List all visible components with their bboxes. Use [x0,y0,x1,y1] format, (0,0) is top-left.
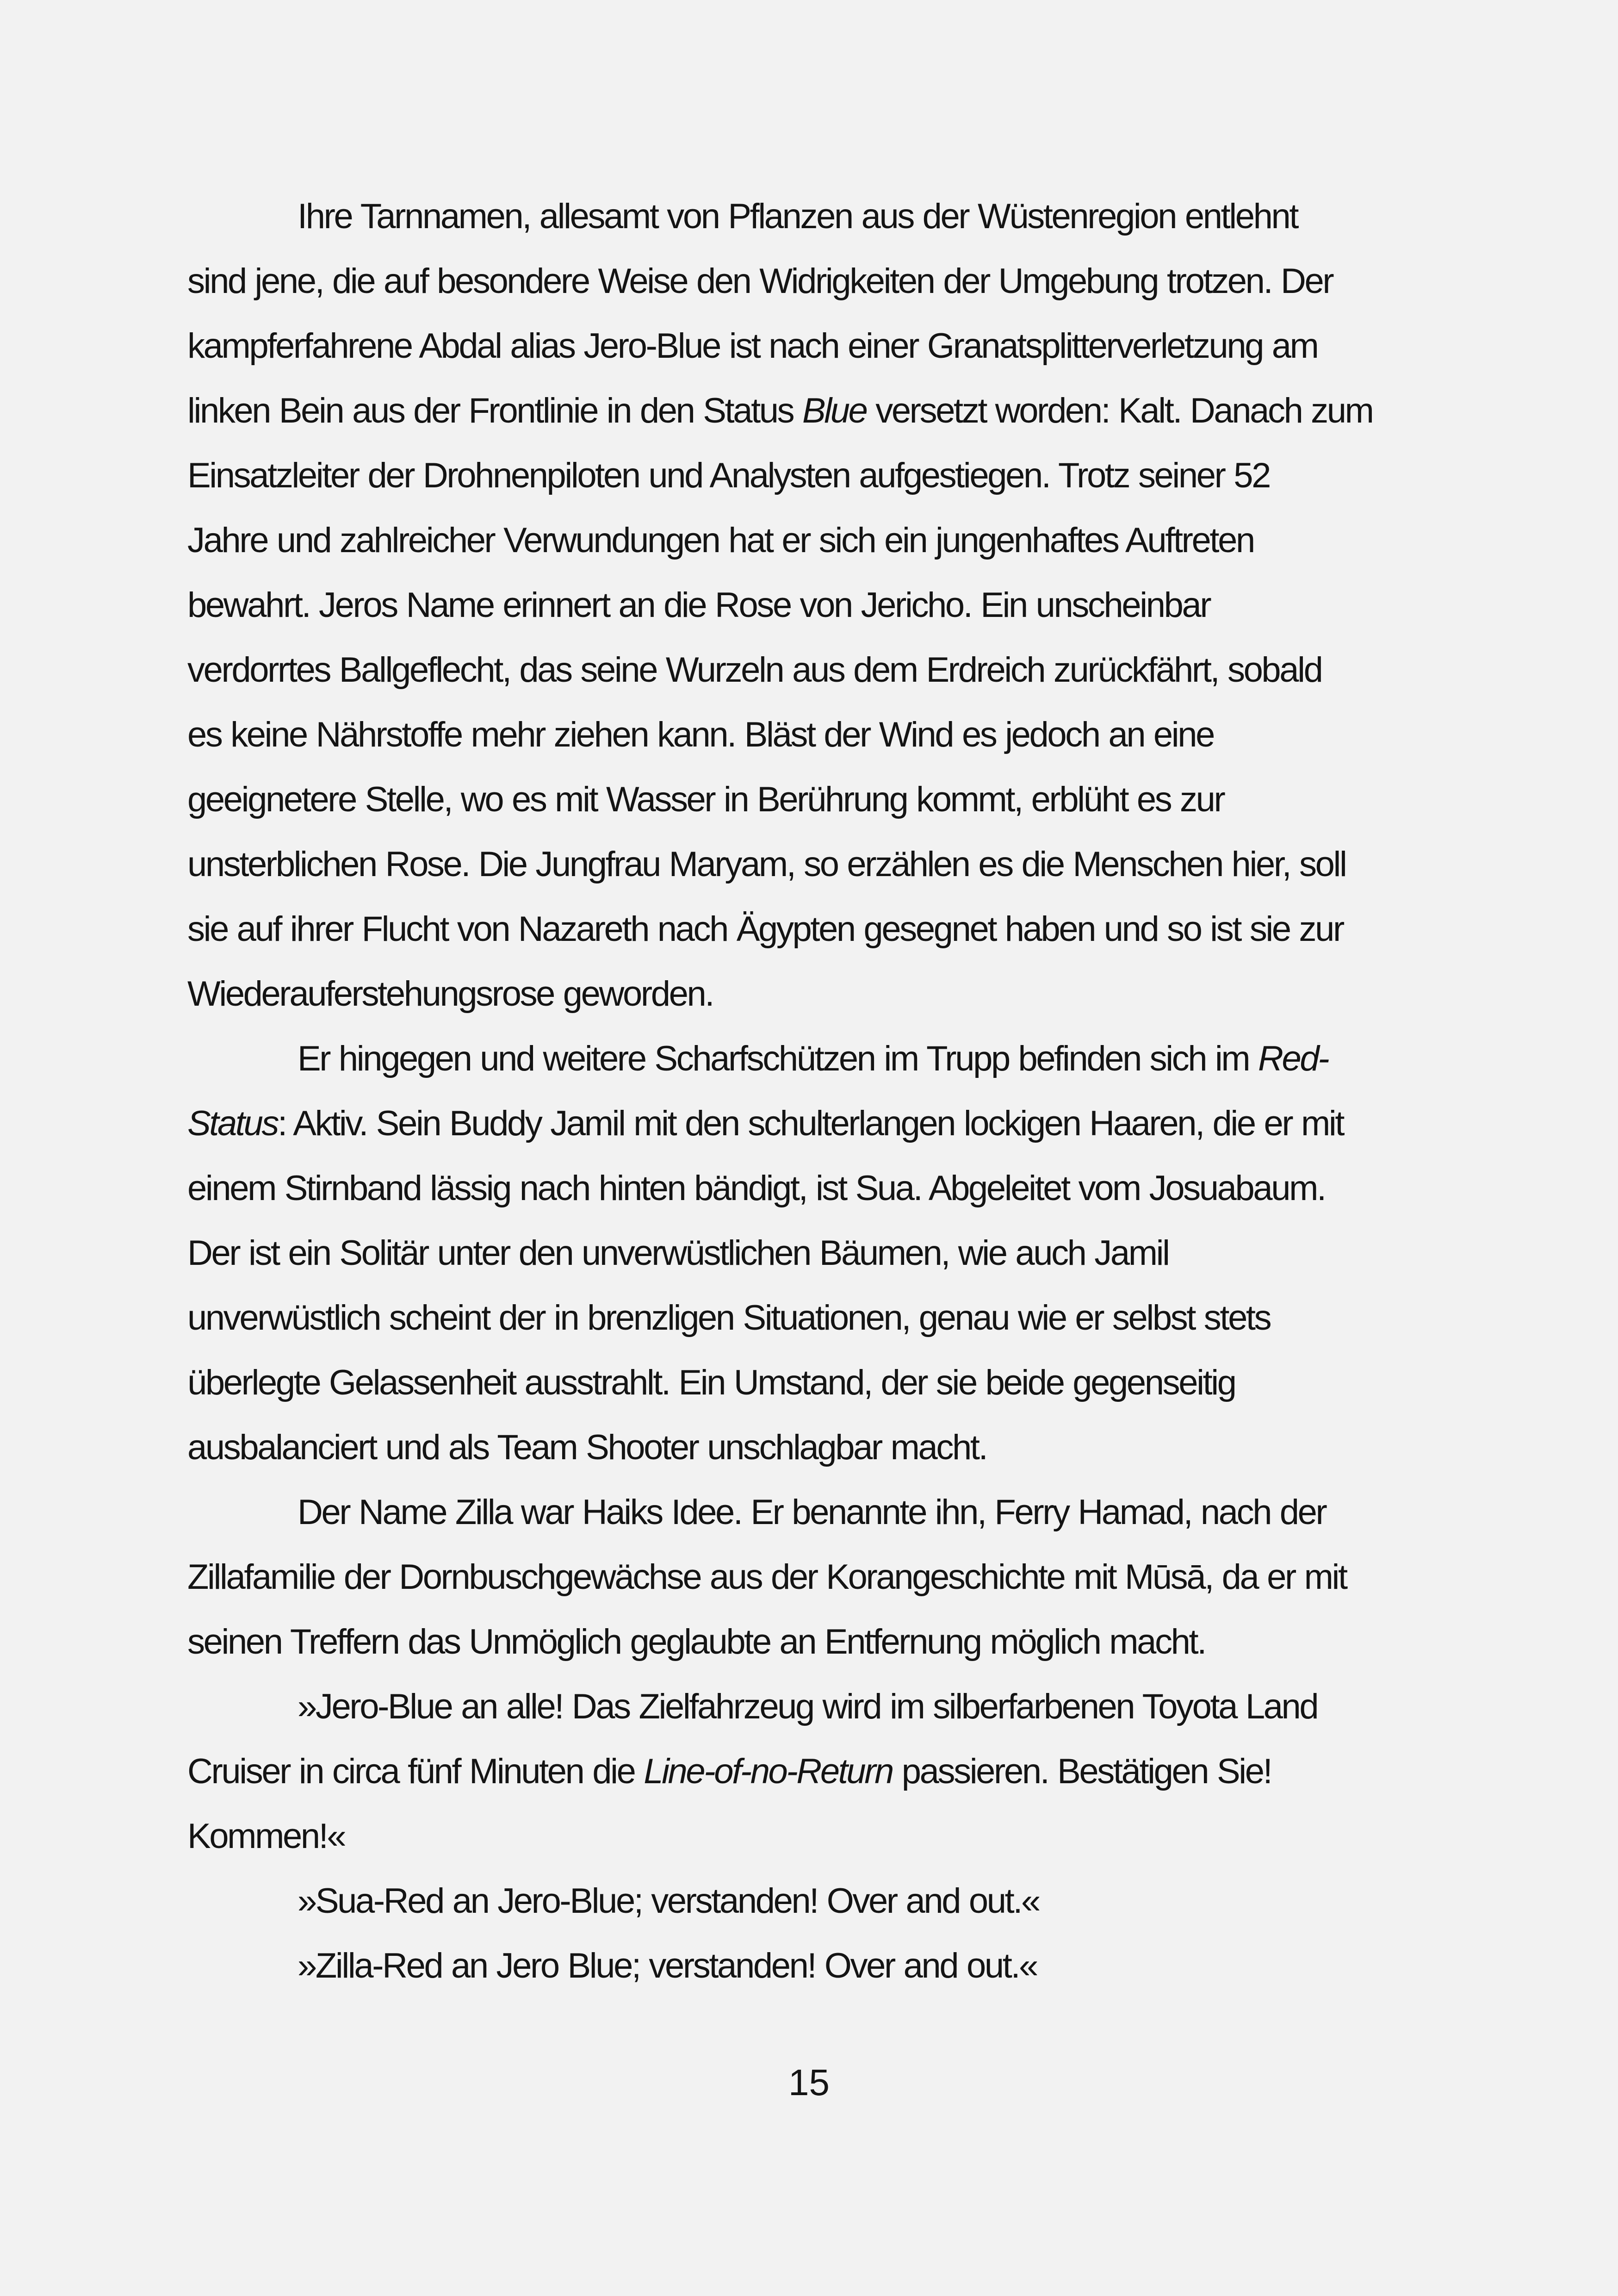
text-segment: versetzt worden: Kalt. Danach zum [866,391,1373,430]
text-line [187,1934,1460,1998]
text-segment: Der ist ein Solitär unter den unverwüstlichen Bäumen, wie auch Jamil [187,1233,1169,1273]
text-line [187,1674,1460,1739]
text-segment: »Sua-Red an Jero-Blue; verstanden! Over and out.« [298,1881,1039,1921]
text-segment: »Zilla-Red an Jero Blue; verstanden! Over and out.« [298,1946,1037,1985]
text-line [187,1156,1460,1221]
text-segment: seinen Treffern das Unmöglich geglaubte an Entfernung möglich macht. [187,1622,1205,1661]
text-segment: »Jero-Blue an alle! Das Zielfahrzeug wird im silberfarbenen Toyota Land [298,1687,1318,1726]
text-segment: sie auf ihrer Flucht von Nazareth nach Ägypten gesegnet haben und so ist sie zur [187,909,1343,949]
text-segment: sind jene, die auf besondere Weise den Widrigkeiten der Umgebung trotzen. Der [187,261,1333,301]
text-line [187,1027,1460,1091]
text-line [187,962,1460,1027]
text-segment: Der Name Zilla war Haiks Idee. Er benannte ihn, Ferry Hamad, nach der [298,1493,1326,1532]
text-line [187,314,1460,379]
text-line [187,1804,1460,1869]
text-line [187,1350,1460,1415]
text-segment: Einsatzleiter der Drohnenpiloten und Analysten aufgestiegen. Trotz seiner 52 [187,456,1270,495]
text-segment: Ihre Tarnnamen, allesamt von Pflanzen aus der Wüstenregion entlehnt [298,197,1298,236]
text-segment: Cruiser in circa fünf Minuten die [187,1752,644,1791]
text-line [187,1091,1460,1156]
text-segment: Er hingegen und weitere Scharfschützen im Trupp befinden sich im [298,1039,1258,1078]
text-segment: geeignetere Stelle, wo es mit Wasser in Berührung kommt, erblüht es zur [187,780,1224,819]
text-segment: Jahre und zahlreicher Verwundungen hat er sich ein jungenhaftes Auftreten [187,521,1254,560]
text-line [187,897,1460,962]
text-segment: unsterblichen Rose. Die Jungfrau Maryam, so erzählen es die Menschen hier, soll [187,845,1346,884]
text-segment: einem Stirnband lässig nach hinten bändigt, ist Sua. Abgeleitet vom Josuabaum. [187,1169,1325,1208]
text-line [187,249,1460,314]
text-segment: Zillafamilie der Dornbuschgewächse aus der Korangeschichte mit Mūsā, da er mit [187,1557,1346,1597]
italic-text: Status [187,1104,278,1143]
text-line [187,1610,1460,1674]
text-line [187,443,1460,508]
text-segment: passieren. Bestätigen Sie! [893,1752,1271,1791]
text-line [187,379,1460,443]
page-number: 15 [788,2062,830,2103]
text-segment: : Aktiv. Sein Buddy Jamil mit den schulterlangen lockigen Haaren, die er mit [278,1104,1344,1143]
text-segment: Wiederauferstehungsrose geworden. [187,974,713,1014]
text-line [187,1739,1460,1804]
text-segment: linken Bein aus der Frontlinie in den Status [187,391,802,430]
text-line [187,1286,1460,1350]
body-text [187,184,1460,1998]
text-segment: Kommen!« [187,1817,345,1856]
text-line [187,1869,1460,1934]
text-segment: verdorrtes Ballgeflecht, das seine Wurzeln aus dem Erdreich zurückfährt, sobald [187,650,1322,690]
text-segment: es keine Nährstoffe mehr ziehen kann. Bläst der Wind es jedoch an eine [187,715,1214,754]
text-line [187,1415,1460,1480]
text-segment: überlegte Gelassenheit ausstrahlt. Ein Umstand, der sie beide gegenseitig [187,1363,1235,1402]
text-line [187,184,1460,249]
text-line [187,1221,1460,1286]
italic-text: Line-of-no-Return [644,1752,893,1791]
text-line [187,767,1460,832]
text-line [187,638,1460,703]
text-line [187,832,1460,897]
text-line [187,703,1460,767]
text-segment: unverwüstlich scheint der in brenzligen Situationen, genau wie er selbst stets [187,1298,1271,1338]
text-segment: kampferfahrene Abdal alias Jero-Blue ist nach einer Granatsplitterverletzung am [187,326,1318,366]
text-segment: ausbalanciert und als Team Shooter unschlagbar macht. [187,1428,987,1467]
italic-text: Blue [802,391,867,430]
text-segment: bewahrt. Jeros Name erinnert an die Rose von Jericho. Ein unscheinbar [187,585,1210,625]
text-line [187,508,1460,573]
text-line [187,573,1460,638]
text-line [187,1480,1460,1545]
text-line [187,1545,1460,1610]
italic-text: Red- [1258,1039,1328,1078]
